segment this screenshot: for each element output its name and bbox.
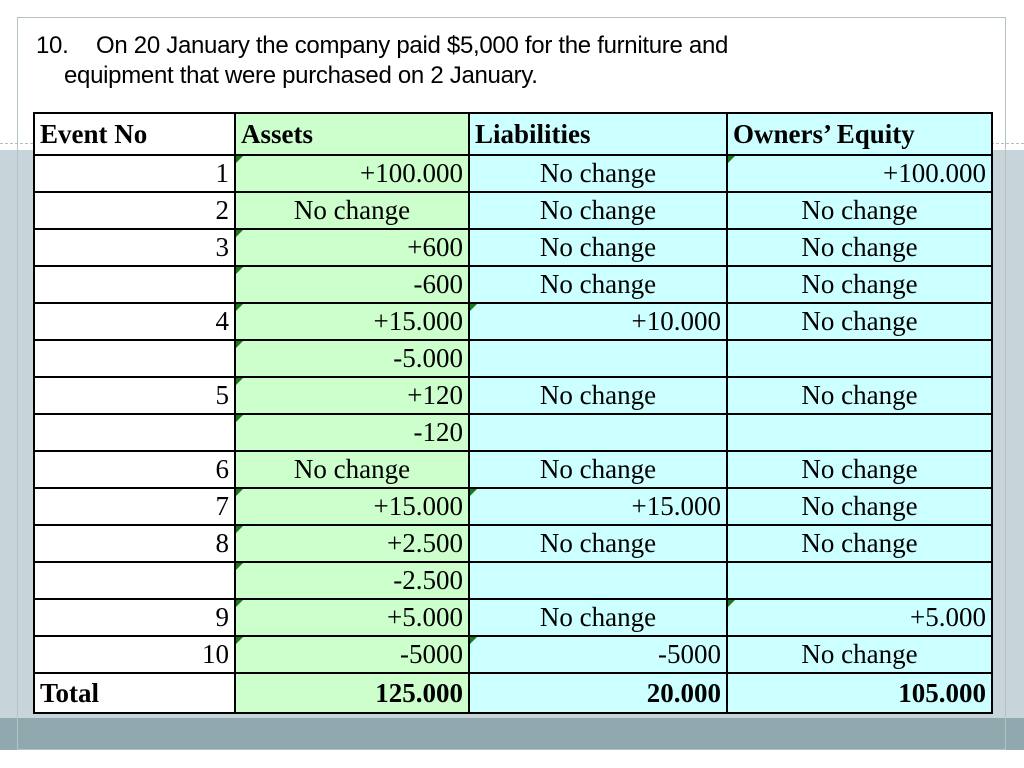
cell-owners-equity: No change	[727, 451, 992, 488]
table-row	[34, 562, 992, 599]
cell-event-no: 4	[34, 303, 235, 340]
cell-assets: +15.000	[235, 303, 469, 340]
cell-owners-equity: No change	[727, 266, 992, 303]
table-total-row	[34, 673, 992, 713]
cell-assets: -120	[235, 414, 469, 451]
total-liabilities: 20.000	[469, 673, 727, 713]
header-owners-equity: Owners’ Equity	[727, 113, 992, 155]
cell-assets: -5000	[235, 636, 469, 673]
cell-owners-equity	[727, 414, 992, 451]
cell-event-no: 2	[34, 192, 235, 229]
table-row	[34, 488, 992, 525]
cell-assets: +100.000	[235, 155, 469, 192]
table-row	[34, 155, 992, 192]
cell-owners-equity: No change	[727, 303, 992, 340]
cell-owners-equity: No change	[727, 636, 992, 673]
table-row	[34, 377, 992, 414]
cell-liabilities	[469, 340, 727, 377]
cell-assets: -600	[235, 266, 469, 303]
cell-event-no	[34, 266, 235, 303]
cell-owners-equity: +100.000	[727, 155, 992, 192]
cell-event-no: 5	[34, 377, 235, 414]
cell-liabilities	[469, 414, 727, 451]
cell-liabilities: No change	[469, 377, 727, 414]
table-row	[34, 636, 992, 673]
header-liabilities: Liabilities	[469, 113, 727, 155]
cell-assets: +2.500	[235, 525, 469, 562]
cell-assets: +5.000	[235, 599, 469, 636]
total-owners-equity: 105.000	[727, 673, 992, 713]
header-event-no: Event No	[34, 113, 235, 155]
table-row	[34, 599, 992, 636]
cell-event-no: 10	[34, 636, 235, 673]
cell-liabilities: No change	[469, 451, 727, 488]
cell-assets: +600	[235, 229, 469, 266]
cell-event-no	[34, 340, 235, 377]
cell-liabilities: -5000	[469, 636, 727, 673]
table-row	[34, 451, 992, 488]
cell-owners-equity: No change	[727, 192, 992, 229]
cell-owners-equity: No change	[727, 377, 992, 414]
cell-event-no: 6	[34, 451, 235, 488]
cell-event-no: 8	[34, 525, 235, 562]
cell-liabilities: +15.000	[469, 488, 727, 525]
table-row	[34, 229, 992, 266]
events-table	[33, 112, 993, 714]
table-row	[34, 266, 992, 303]
header-assets: Assets	[235, 113, 469, 155]
cell-owners-equity: No change	[727, 229, 992, 266]
cell-assets: No change	[235, 451, 469, 488]
title-line-1: On 20 January the company paid $5,000 for the furniture and	[96, 32, 729, 59]
cell-assets: No change	[235, 192, 469, 229]
cell-owners-equity: No change	[727, 525, 992, 562]
cell-liabilities: No change	[469, 192, 727, 229]
cell-owners-equity: No change	[727, 488, 992, 525]
cell-event-no: 3	[34, 229, 235, 266]
cell-event-no	[34, 414, 235, 451]
cell-liabilities: No change	[469, 229, 727, 266]
cell-assets: +120	[235, 377, 469, 414]
cell-liabilities: +10.000	[469, 303, 727, 340]
cell-event-no: 1	[34, 155, 235, 192]
cell-liabilities: No change	[469, 599, 727, 636]
table-row	[34, 192, 992, 229]
table-header-row	[34, 113, 992, 155]
total-assets: 125.000	[235, 673, 469, 713]
cell-assets: -2.500	[235, 562, 469, 599]
title-line-2: equipment that were purchased on 2 January.	[64, 62, 538, 89]
slide-number: 10.	[36, 32, 69, 59]
cell-event-no: 9	[34, 599, 235, 636]
cell-liabilities	[469, 562, 727, 599]
table-row	[34, 340, 992, 377]
total-label: Total	[34, 673, 235, 713]
table-row	[34, 303, 992, 340]
cell-owners-equity	[727, 562, 992, 599]
cell-liabilities: No change	[469, 525, 727, 562]
table-row	[34, 525, 992, 562]
slide-title	[36, 31, 996, 91]
table-row	[34, 414, 992, 451]
cell-owners-equity	[727, 340, 992, 377]
cell-liabilities: No change	[469, 155, 727, 192]
cell-liabilities: No change	[469, 266, 727, 303]
cell-assets: -5.000	[235, 340, 469, 377]
cell-event-no: 7	[34, 488, 235, 525]
cell-assets: +15.000	[235, 488, 469, 525]
cell-event-no	[34, 562, 235, 599]
cell-owners-equity: +5.000	[727, 599, 992, 636]
